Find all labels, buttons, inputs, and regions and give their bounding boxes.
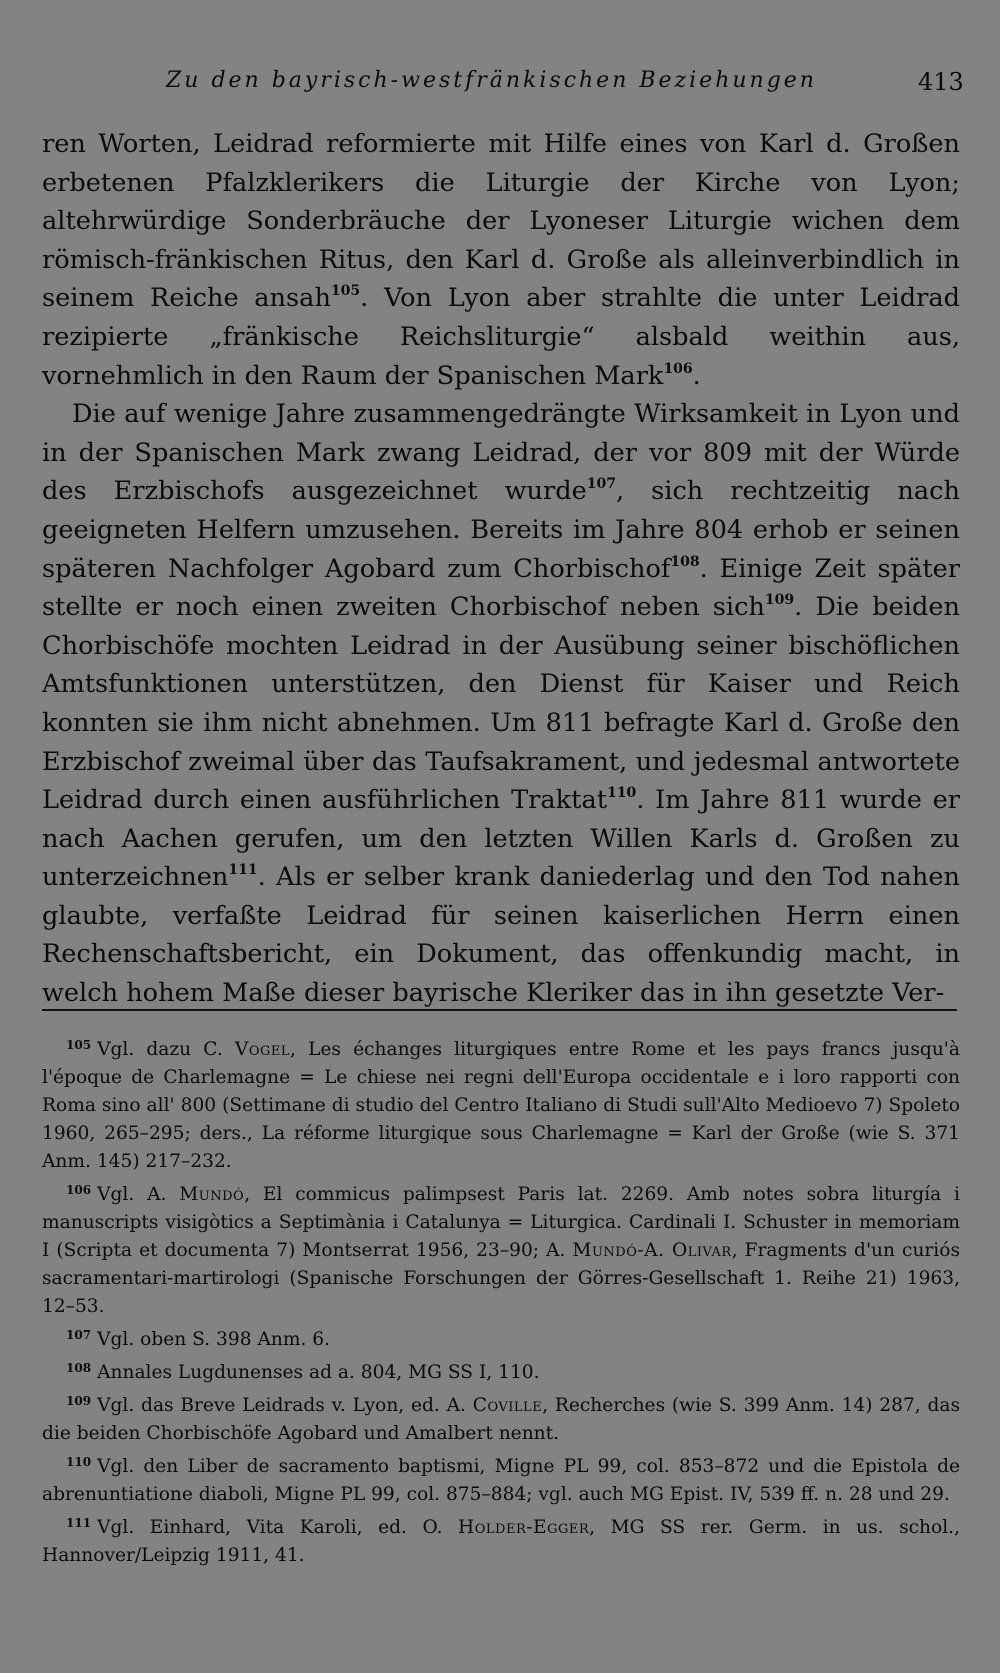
author-name: Coville [472, 1395, 543, 1416]
running-head [0, 66, 1000, 106]
footnote-text: Vgl. Einhard, Vita Karoli, ed. O. [97, 1517, 459, 1538]
text-run: . Von Lyon aber strahlte die unter Leidrad rezipierte „fränkische Reichsliturgie“ alsbald weithin aus, vornehmlich in den Raum der Spanischen Mark [42, 283, 960, 391]
footnote-ref-108[interactable]: 108 [670, 553, 700, 570]
author-name: Mundó-A. Olivar [572, 1240, 732, 1261]
footnote-ref-106[interactable]: 106 [663, 360, 693, 377]
footnote-ref-109[interactable]: 109 [764, 592, 795, 609]
footnote-text: , Les échanges liturgiques entre Rome et les pays francs jusqu'à l'époque de Charlemagne = Le chiese nei regni dell'Europa occidentale e i loro rapporti con Roma sino all' 800 (Settimane di studio del Centro Italiano di Studi sull'Alto Medioevo 7) Spoleto 1960, 265–295; ders., La réforme liturgique sous Charlemagne = Karl der Große (wie S. 371 Anm. 145) 217–232. [42, 1039, 960, 1172]
footnotes [42, 1036, 960, 1575]
main-text [42, 125, 960, 1013]
footnote-text: Vgl. dazu C. [97, 1039, 235, 1060]
text-run: ren Worten, Leidrad reformierte mit Hilfe eines von Karl d. Großen erbetenen Pfalzklerikers die Liturgie der Kirche von Lyon; altehrwürdige Sonderbräuche der Lyoneser Liturgie wichen dem römisch-fränkischen Ritus, den Karl d. Große als alleinverbindlich in seinem Reiche ansah [42, 129, 960, 314]
footnote-108 [42, 1359, 960, 1387]
text-run: . [692, 360, 701, 391]
author-name: Holder-Egger [458, 1517, 590, 1538]
footnote-number: 105 [66, 1038, 92, 1052]
footnote-number: 107 [66, 1328, 92, 1342]
footnote-text: , Recherches (wie S. 399 Anm. 14) 287, das die beiden Chorbischöfe Agobard und Amalbert nennt. [42, 1395, 961, 1444]
footnote-text: , MG SS rer. Germ. in us. schol., Hannover/Leipzig 1911, 41. [42, 1517, 960, 1566]
footnote-text: Annales Lugdunenses ad a. 804, MG SS I, 110. [97, 1362, 540, 1383]
text-run: . Im Jahre 811 wurde er nach Aachen gerufen, um den letzten Willen Karls d. Großen zu unterzeichnen [42, 785, 961, 893]
text-run: . Die beiden Chorbischöfe mochten Leidrad in der Ausübung seiner bischöflichen Amtsfunktionen unterstützen, den Dienst für Kaiser und Reich konnten sie ihm nicht abnehmen. Um 811 befragte Karl d. Große den Erzbischof zweimal über das Taufsakrament, und jedesmal antwortete Leidrad durch einen ausführlichen Traktat [42, 592, 960, 816]
footnote-separator [42, 1009, 957, 1011]
author-name: Mundó [179, 1184, 245, 1205]
text-run: , sich rechtzeitig nach geeigneten Helfern umzusehen. Bereits im Jahre 804 erhob er seinen späteren Nachfolger Agobard zum Chorbischof [42, 476, 960, 584]
footnote-text: Vgl. A. [97, 1184, 180, 1205]
footnote-text: , Fragments d'un curiós sacramentari-martirologi (Spanische Forschungen der Görres-Gesellschaft 1. Reihe 21) 1963, 12–53. [42, 1240, 960, 1317]
footnote-text: Vgl. oben S. 398 Anm. 6. [97, 1329, 331, 1350]
footnote-ref-107[interactable]: 107 [586, 476, 616, 493]
footnote-105 [42, 1036, 960, 1176]
running-title: Zu den bayrisch-westfränkischen Beziehungen [166, 68, 817, 93]
text-run: Die auf wenige Jahre zusammengedrängte Wirksamkeit in Lyon und in der Spanischen Mark zwang Leidrad, der vor 809 mit der Würde des Erzbischofs ausgezeichnet wurde [42, 399, 960, 507]
footnote-text: Vgl. das Breve Leidrads v. Lyon, ed. A. [97, 1395, 473, 1416]
footnote-text: Vgl. den Liber de sacramento baptismi, Migne PL 99, col. 853–872 und die Epistola de abrenuntiatione diaboli, Migne PL 99, col. 875–884; vgl. auch MG Epist. IV, 539 ff. n. 28 und 29. [42, 1456, 960, 1505]
footnote-ref-105[interactable]: 105 [330, 283, 361, 300]
footnote-107 [42, 1326, 960, 1354]
author-name: Vogel [234, 1039, 291, 1060]
footnote-ref-111[interactable]: 111 [228, 862, 258, 879]
page-number: 413 [918, 68, 964, 96]
footnote-text: , El commicus palimpsest Paris lat. 2269. Amb notes sobra liturgía i manuscripts visigòtics a Septimània i Catalunya = Liturgica. Cardinali I. Schuster in memoriam I (Scripta et documenta 7) Montserrat 1956, 23–90; A. [42, 1184, 960, 1261]
footnote-110 [42, 1453, 960, 1509]
text-run: . Als er selber krank daniederlag und den Tod nahen glaubte, verfaßte Leidrad für seinen kaiserlichen Herrn einen Rechenschaftsbericht, ein Dokument, das offenkundig macht, in welch hohem Maße dieser bayrische Kleriker das in ihn gesetzte Ver- [42, 862, 960, 1009]
paragraph-2 [42, 395, 960, 1013]
footnote-number: 108 [66, 1361, 92, 1375]
footnote-number: 111 [66, 1516, 92, 1530]
footnote-109 [42, 1392, 960, 1448]
footnote-111 [42, 1514, 960, 1570]
footnote-number: 106 [66, 1183, 92, 1197]
text-run: . Einige Zeit später stellte er noch einen zweiten Chorbischof neben sich [42, 553, 960, 623]
footnote-number: 109 [66, 1394, 92, 1408]
footnote-number: 110 [66, 1455, 92, 1469]
footnote-106 [42, 1181, 960, 1321]
paragraph-1 [42, 125, 960, 395]
footnote-ref-110[interactable]: 110 [607, 785, 637, 802]
